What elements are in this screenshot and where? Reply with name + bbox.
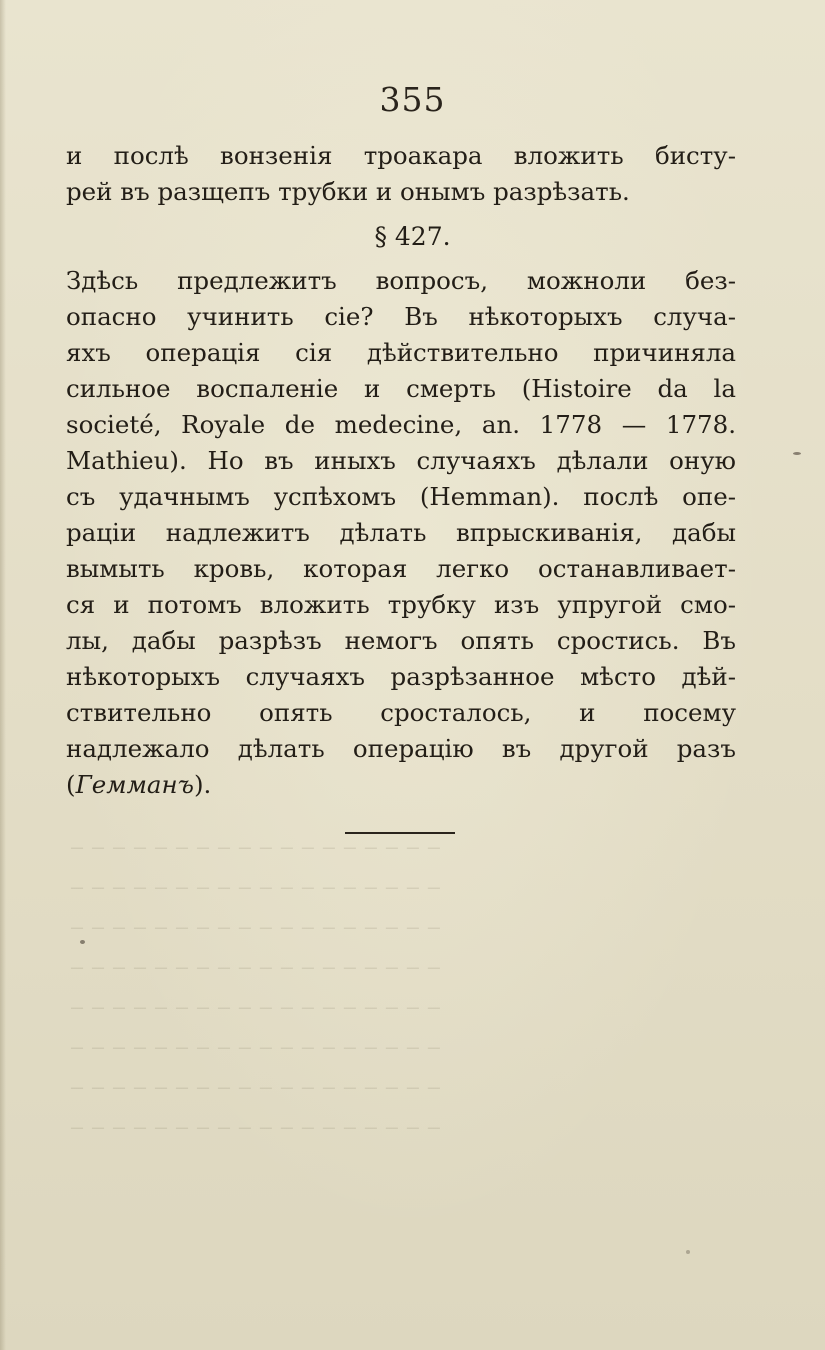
paragraph-final-line [66,767,736,803]
ink-speck [793,452,801,455]
page-edge-shadow [0,0,6,1350]
ink-speck [80,940,85,944]
paragraph-line: ся и потомъ вложить трубку изъ упругой смо- [66,590,736,619]
paragraph-line: Mathieu). Но въ иныхъ случаяхъ дѣлали оную [66,446,736,475]
paragraph-line: опасно учинить сіе? Въ нѣкоторыхъ случа- [66,302,736,331]
paragraph-line: раціи надлежитъ дѣлать впрыскиванія, дабы [66,518,736,547]
show-through-line: ‒ ‒ ‒ ‒ ‒ ‒ ‒ ‒ ‒ ‒ ‒ ‒ ‒ ‒ ‒ ‒ ‒ ‒ [70,915,441,940]
show-through-line: ‒ ‒ ‒ ‒ ‒ ‒ ‒ ‒ ‒ ‒ ‒ ‒ ‒ ‒ ‒ ‒ ‒ ‒ [70,955,441,980]
show-through-line: ‒ ‒ ‒ ‒ ‒ ‒ ‒ ‒ ‒ ‒ ‒ ‒ ‒ ‒ ‒ ‒ ‒ ‒ [70,1035,441,1060]
ink-speck [686,1250,690,1254]
show-through-line: ‒ ‒ ‒ ‒ ‒ ‒ ‒ ‒ ‒ ‒ ‒ ‒ ‒ ‒ ‒ ‒ ‒ ‒ [70,1115,441,1140]
paragraph-line: съ удачнымъ успѣхомъ (Hemman). послѣ опе- [66,482,736,511]
paragraph-line: нѣкоторыхъ случаяхъ разрѣзанное мѣсто дѣй- [66,662,736,691]
section-end-rule [345,832,455,834]
paragraph-line: societé, Royale de medecine, an. 1778 — 1778. [66,410,736,439]
page-number: 355 [379,80,446,119]
citation-close: ). [193,770,212,799]
paragraph-line: Здѣсь предлежитъ вопросъ, можноли без- [66,266,736,295]
citation-author: Гемманъ [75,770,194,799]
paragraph-line: сильное воспаленіе и смерть (Histoire da la [66,374,736,403]
show-through-line: ‒ ‒ ‒ ‒ ‒ ‒ ‒ ‒ ‒ ‒ ‒ ‒ ‒ ‒ ‒ ‒ ‒ ‒ [70,1075,441,1100]
show-through-line: ‒ ‒ ‒ ‒ ‒ ‒ ‒ ‒ ‒ ‒ ‒ ‒ ‒ ‒ ‒ ‒ ‒ ‒ [70,835,441,860]
paragraph-line: надлежало дѣлать операцію въ другой разъ [66,734,736,763]
paragraph-line: лы, дабы разрѣзъ немогъ опять сростись. Въ [66,626,736,655]
section-heading: § 427. [374,222,451,251]
paragraph-line: ствительно опять сросталось, и посему [66,698,736,727]
paragraph-line: яхъ операція сія дѣйствительно причиняла [66,338,736,367]
show-through-line: ‒ ‒ ‒ ‒ ‒ ‒ ‒ ‒ ‒ ‒ ‒ ‒ ‒ ‒ ‒ ‒ ‒ ‒ [70,995,441,1020]
citation-open: ( [66,770,76,799]
continuation-line-2: рей въ разщепъ трубки и онымъ разрѣзать. [66,177,630,206]
paragraph-line: вымыть кровь, которая легко останавливает- [66,554,736,583]
continuation-line-1: и послѣ вонзенія троакара вложить бисту- [66,141,736,170]
show-through-line: ‒ ‒ ‒ ‒ ‒ ‒ ‒ ‒ ‒ ‒ ‒ ‒ ‒ ‒ ‒ ‒ ‒ ‒ [70,875,441,900]
